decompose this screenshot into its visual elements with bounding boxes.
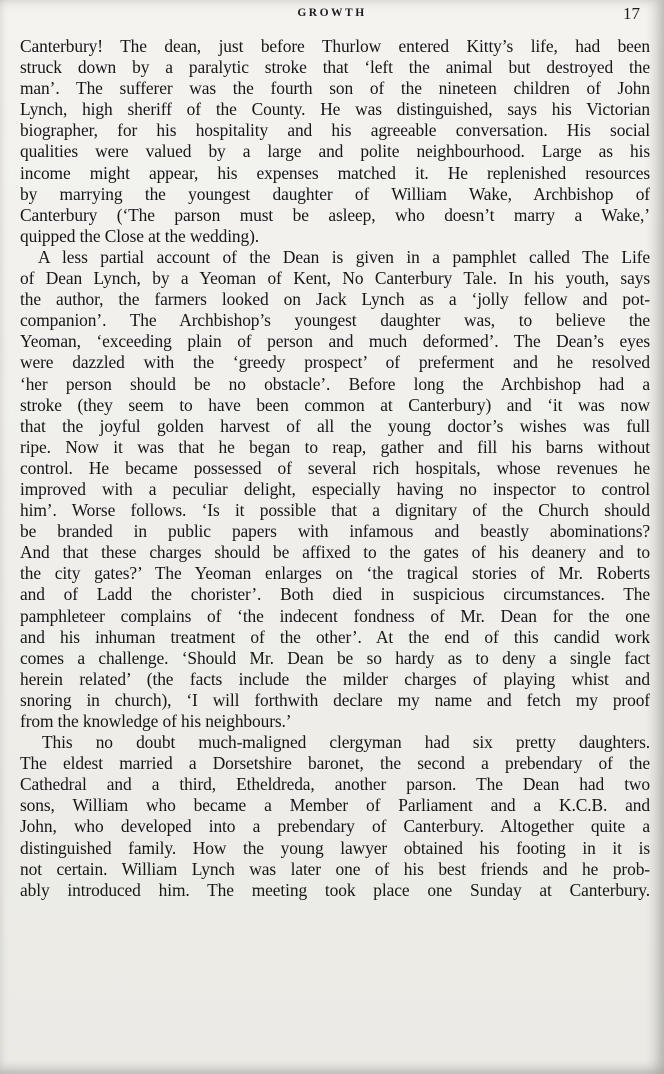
text-line: of Dean Lynch, by a Yeoman of Kent, No Canterbury Tale. In his youth, says	[20, 268, 650, 289]
text-line: companion’. The Archbishop’s youngest daughter was, to believe the	[20, 310, 650, 331]
text-line: him’. Worse follows. ‘Is it possible that a dignitary of the Church should	[20, 500, 650, 521]
text-line: man’. The sufferer was the fourth son of the nineteen children of John	[20, 78, 650, 99]
text-line: biographer, for his hospitality and his agreeable conversation. His social	[20, 120, 650, 141]
text-line: by marrying the youngest daughter of William Wake, Archbishop of	[20, 183, 650, 204]
text-line: stroke (they seem to have been common at Canterbury) and ‘it was now	[20, 394, 650, 415]
paragraph	[20, 247, 650, 732]
running-head	[20, 6, 644, 28]
text-line: from the knowledge of his neighbours.’	[20, 711, 292, 731]
running-title: GROWTH	[297, 7, 367, 19]
text-line: distinguished family. How the young lawyer obtained his footing in it is	[20, 837, 650, 858]
text-line: the city gates?’ The Yeoman enlarges on ‘the tragical stories of Mr. Roberts	[20, 563, 650, 584]
text-line: ably introduced him. The meeting took place one Sunday at Canterbury.	[20, 879, 650, 900]
text-line: Yeoman, ‘exceeding plain of person and much deformed’. The Dean’s eyes	[20, 331, 650, 352]
text-line: sons, William who became a Member of Parliament and a K.C.B. and	[20, 795, 650, 816]
page-number: 17	[623, 4, 640, 23]
text-line: qualities were valued by a large and polite neighbourhood. Large as his	[20, 141, 650, 162]
text-line: struck down by a paralytic stroke that ‘left the animal but destroyed the	[20, 57, 650, 78]
text-line: and his inhuman treatment of the other’. At the end of this candid work	[20, 626, 650, 647]
text-line: The eldest married a Dorsetshire baronet, the second a prebendary of the	[20, 753, 650, 774]
text-line: A less partial account of the Dean is given in a pamphlet called The Life	[38, 246, 650, 267]
text-line: Canterbury! The dean, just before Thurlow entered Kitty’s life, had been	[20, 36, 650, 56]
text-line: pamphleteer complains of ‘the indecent fondness of Mr. Dean for the one	[20, 605, 650, 626]
text-line: quipped the Close at the wedding).	[20, 225, 260, 246]
text-line: ‘her person should be no obstacle’. Before long the Archbishop had a	[20, 373, 650, 394]
text-line: Cathedral and a third, Etheldreda, another parson. The Dean had two	[20, 774, 650, 795]
text-line: improved with a peculiar delight, especially having no inspector to control	[20, 478, 650, 499]
text-line: comes a challenge. ‘Should Mr. Dean be so hardy as to deny a single fact	[20, 647, 650, 668]
body-text	[20, 36, 650, 901]
text-line: were dazzled with the ‘greedy prospect’ of preferment and he resolved	[20, 352, 650, 373]
paragraph	[20, 36, 650, 247]
text-line: income might appear, his expenses matched it. He replenished resources	[20, 162, 650, 183]
text-line: This no doubt much-maligned clergyman had six pretty daughters.	[42, 732, 650, 753]
text-line: ripe. Now it was that he began to reap, gather and fill his barns without	[20, 436, 650, 457]
text-line: be branded in public papers with infamous and beastly abominations?	[20, 521, 650, 542]
text-line: Lynch, high sheriff of the County. He was distinguished, says his Victorian	[20, 99, 650, 120]
text-line: John, who developed into a prebendary of Canterbury. Altogether quite a	[20, 816, 650, 837]
text-line: the author, the farmers looked on Jack Lynch as a ‘jolly fellow and pot-	[20, 289, 650, 310]
text-line: And that these charges should be affixed to the gates of his deanery and to	[20, 542, 650, 563]
text-line: and of Ladd the chorister’. Both died in suspicious circumstances. The	[20, 584, 650, 605]
paragraph	[20, 732, 650, 901]
text-line: snoring in church), ‘I will forthwith declare my name and fetch my proof	[20, 689, 650, 710]
text-line: not certain. William Lynch was later one of his best friends and he prob-	[20, 858, 650, 879]
text-line: herein related’ (the facts include the milder charges of playing whist and	[20, 668, 650, 689]
text-line: Canterbury (‘The parson must be asleep, who doesn’t marry a Wake,’	[20, 204, 650, 225]
text-line: control. He became possessed of several rich hospitals, whose revenues he	[20, 457, 650, 478]
text-line: that the joyful golden harvest of all the young doctor’s wishes was full	[20, 415, 650, 436]
